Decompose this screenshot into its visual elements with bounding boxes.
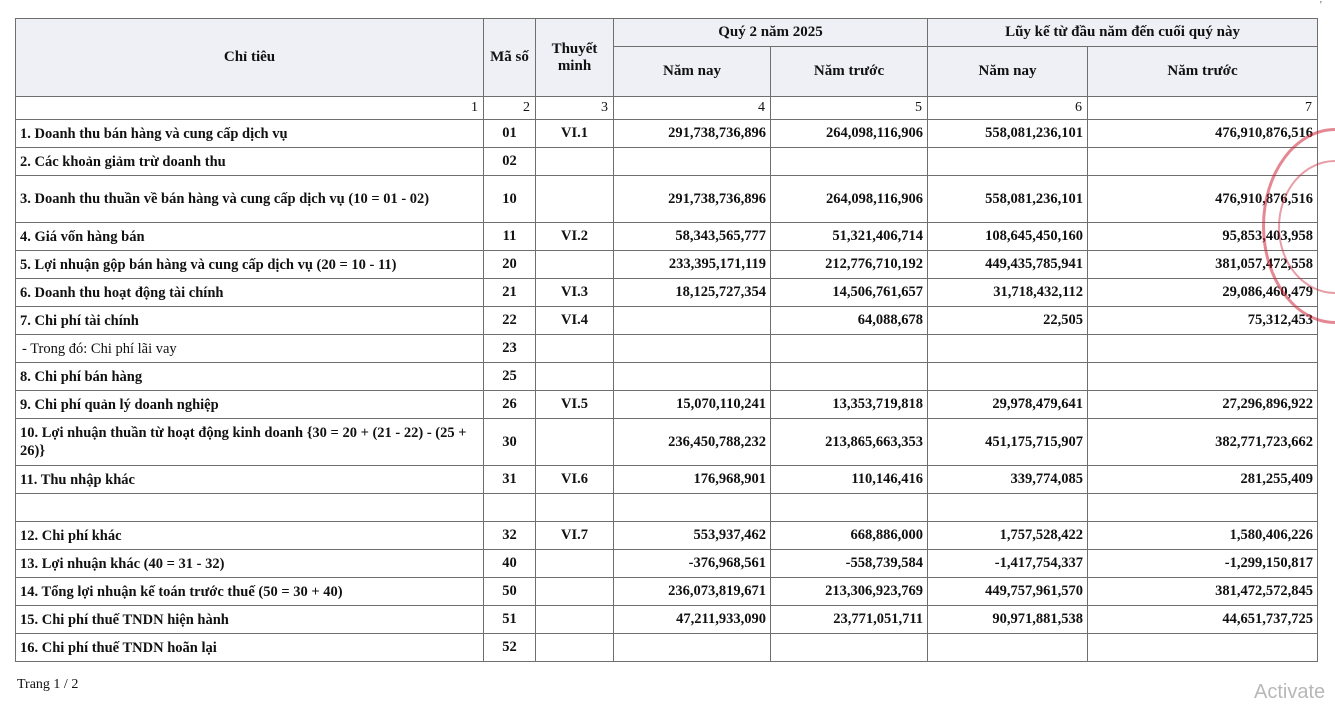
row-ytd-prior-value: 476,910,876,516 xyxy=(1088,176,1318,223)
row-q-prior-value: 14,506,761,657 xyxy=(771,279,928,307)
row-code: 32 xyxy=(484,522,536,550)
column-number: 5 xyxy=(771,97,928,120)
row-q-prior-value xyxy=(771,494,928,522)
row-q-current-value: 47,211,933,090 xyxy=(614,606,771,634)
row-label: 9. Chi phí quản lý doanh nghiệp xyxy=(16,391,484,419)
header-ytd-prior-year: Năm trước xyxy=(1088,47,1318,97)
row-q-prior-value: 264,098,116,906 xyxy=(771,120,928,148)
row-ytd-prior-value xyxy=(1088,494,1318,522)
table-row xyxy=(16,522,1318,550)
row-ytd-current-value xyxy=(928,335,1088,363)
row-label: 1. Doanh thu bán hàng và cung cấp dịch vụ xyxy=(16,120,484,148)
column-number-row xyxy=(16,97,1318,120)
row-q-current-value: 15,070,110,241 xyxy=(614,391,771,419)
header-indicator: Chỉ tiêu xyxy=(16,19,484,97)
row-q-prior-value: 212,776,710,192 xyxy=(771,251,928,279)
row-q-prior-value: 64,088,678 xyxy=(771,307,928,335)
row-q-current-value: 18,125,727,354 xyxy=(614,279,771,307)
table-row xyxy=(16,606,1318,634)
row-q-prior-value: 213,865,663,353 xyxy=(771,419,928,466)
row-code: 11 xyxy=(484,223,536,251)
row-ytd-prior-value: 281,255,409 xyxy=(1088,466,1318,494)
table-row xyxy=(16,148,1318,176)
row-code: 26 xyxy=(484,391,536,419)
header-code: Mã số xyxy=(484,19,536,97)
row-ytd-prior-value: 75,312,453 xyxy=(1088,307,1318,335)
row-q-current-value: 553,937,462 xyxy=(614,522,771,550)
row-ytd-prior-value: 381,472,572,845 xyxy=(1088,578,1318,606)
column-number: 2 xyxy=(484,97,536,120)
row-code: 31 xyxy=(484,466,536,494)
row-ytd-prior-value xyxy=(1088,148,1318,176)
table-row xyxy=(16,120,1318,148)
header-q-current-year: Năm nay xyxy=(614,47,771,97)
row-ytd-prior-value xyxy=(1088,634,1318,662)
row-label: 10. Lợi nhuận thuần từ hoạt động kinh doanh {30 = 20 + (21 - 22) - (25 + 26)} xyxy=(16,419,484,466)
header-ytd-current-year: Năm nay xyxy=(928,47,1088,97)
row-note: VI.1 xyxy=(536,120,614,148)
row-ytd-prior-value: 95,853,403,958 xyxy=(1088,223,1318,251)
row-note: VI.6 xyxy=(536,466,614,494)
row-code: 50 xyxy=(484,578,536,606)
row-q-current-value: 58,343,565,777 xyxy=(614,223,771,251)
row-q-prior-value: -558,739,584 xyxy=(771,550,928,578)
row-note xyxy=(536,363,614,391)
row-q-prior-value xyxy=(771,634,928,662)
row-note xyxy=(536,251,614,279)
row-code: 21 xyxy=(484,279,536,307)
row-q-prior-value xyxy=(771,363,928,391)
row-q-prior-value: 13,353,719,818 xyxy=(771,391,928,419)
table-row xyxy=(16,419,1318,466)
table-row xyxy=(16,391,1318,419)
row-ytd-current-value: 451,175,715,907 xyxy=(928,419,1088,466)
row-ytd-prior-value: 27,296,896,922 xyxy=(1088,391,1318,419)
page-number: Trang 1 / 2 xyxy=(17,677,79,692)
row-label: 7. Chi phí tài chính xyxy=(16,307,484,335)
row-q-prior-value: 23,771,051,711 xyxy=(771,606,928,634)
row-ytd-current-value: 1,757,528,422 xyxy=(928,522,1088,550)
table-row xyxy=(16,466,1318,494)
row-q-current-value xyxy=(614,335,771,363)
row-label: - Trong đó: Chi phí lãi vay xyxy=(16,335,484,363)
income-statement-table xyxy=(15,18,1318,662)
row-label: 5. Lợi nhuận gộp bán hàng và cung cấp dịch vụ (20 = 10 - 11) xyxy=(16,251,484,279)
row-note: VI.2 xyxy=(536,223,614,251)
row-code: 40 xyxy=(484,550,536,578)
table-row xyxy=(16,176,1318,223)
row-ytd-prior-value: 476,910,876,516 xyxy=(1088,120,1318,148)
column-number: 6 xyxy=(928,97,1088,120)
activation-watermark: Activate xyxy=(1254,681,1326,703)
row-q-current-value: 236,073,819,671 xyxy=(614,578,771,606)
row-label: 14. Tổng lợi nhuận kế toán trước thuế (50 = 30 + 40) xyxy=(16,578,484,606)
table-row xyxy=(16,634,1318,662)
row-label: 4. Giá vốn hàng bán xyxy=(16,223,484,251)
row-label: 13. Lợi nhuận khác (40 = 31 - 32) xyxy=(16,550,484,578)
row-label: 2. Các khoản giảm trừ doanh thu xyxy=(16,148,484,176)
row-note: VI.3 xyxy=(536,279,614,307)
column-number: 7 xyxy=(1088,97,1318,120)
column-number: 1 xyxy=(16,97,484,120)
row-label: 15. Chi phí thuế TNDN hiện hành xyxy=(16,606,484,634)
header-note: Thuyết minh xyxy=(536,19,614,97)
table-row xyxy=(16,363,1318,391)
row-code: 20 xyxy=(484,251,536,279)
row-ytd-prior-value: -1,299,150,817 xyxy=(1088,550,1318,578)
row-code: 22 xyxy=(484,307,536,335)
row-q-current-value xyxy=(614,148,771,176)
report-body xyxy=(16,120,1318,662)
header-q-prior-year: Năm trước xyxy=(771,47,928,97)
row-note: VI.4 xyxy=(536,307,614,335)
row-note xyxy=(536,634,614,662)
row-note: VI.5 xyxy=(536,391,614,419)
row-q-prior-value xyxy=(771,148,928,176)
row-label: 16. Chi phí thuế TNDN hoãn lại xyxy=(16,634,484,662)
row-code: 52 xyxy=(484,634,536,662)
row-q-current-value: -376,968,561 xyxy=(614,550,771,578)
row-ytd-prior-value: 29,086,460,479 xyxy=(1088,279,1318,307)
table-row xyxy=(16,550,1318,578)
row-ytd-prior-value: 381,057,472,558 xyxy=(1088,251,1318,279)
row-ytd-prior-value: 382,771,723,662 xyxy=(1088,419,1318,466)
column-number: 4 xyxy=(614,97,771,120)
row-q-prior-value: 51,321,406,714 xyxy=(771,223,928,251)
row-note xyxy=(536,148,614,176)
row-note xyxy=(536,494,614,522)
row-code: 51 xyxy=(484,606,536,634)
row-ytd-prior-value: 1,580,406,226 xyxy=(1088,522,1318,550)
row-note xyxy=(536,419,614,466)
table-row xyxy=(16,335,1318,363)
row-q-current-value: 291,738,736,896 xyxy=(614,120,771,148)
row-q-prior-value: 213,306,923,769 xyxy=(771,578,928,606)
row-ytd-current-value: 108,645,450,160 xyxy=(928,223,1088,251)
header-ytd-group: Lũy kế từ đầu năm đến cuối quý này xyxy=(928,19,1318,47)
row-ytd-current-value: -1,417,754,337 xyxy=(928,550,1088,578)
row-note xyxy=(536,550,614,578)
row-q-prior-value: 110,146,416 xyxy=(771,466,928,494)
row-label xyxy=(16,494,484,522)
row-ytd-current-value: 449,757,961,570 xyxy=(928,578,1088,606)
row-q-current-value xyxy=(614,307,771,335)
row-label: 12. Chi phí khác xyxy=(16,522,484,550)
header-quarter-group: Quý 2 năm 2025 xyxy=(614,19,928,47)
row-ytd-current-value: 90,971,881,538 xyxy=(928,606,1088,634)
row-code: 10 xyxy=(484,176,536,223)
row-code: 02 xyxy=(484,148,536,176)
row-ytd-current-value: 558,081,236,101 xyxy=(928,120,1088,148)
row-code: 30 xyxy=(484,419,536,466)
row-note xyxy=(536,335,614,363)
row-ytd-current-value: 29,978,479,641 xyxy=(928,391,1088,419)
row-note xyxy=(536,176,614,223)
table-row xyxy=(16,251,1318,279)
row-ytd-current-value xyxy=(928,634,1088,662)
row-q-current-value xyxy=(614,494,771,522)
row-note xyxy=(536,578,614,606)
row-ytd-current-value xyxy=(928,148,1088,176)
table-row xyxy=(16,578,1318,606)
row-q-current-value xyxy=(614,634,771,662)
row-code: 25 xyxy=(484,363,536,391)
row-label: 3. Doanh thu thuần về bán hàng và cung cấp dịch vụ (10 = 01 - 02) xyxy=(16,176,484,223)
row-q-current-value: 176,968,901 xyxy=(614,466,771,494)
row-ytd-current-value: 558,081,236,101 xyxy=(928,176,1088,223)
row-q-current-value: 236,450,788,232 xyxy=(614,419,771,466)
row-ytd-current-value: 22,505 xyxy=(928,307,1088,335)
row-note: VI.7 xyxy=(536,522,614,550)
row-ytd-prior-value xyxy=(1088,335,1318,363)
row-code xyxy=(484,494,536,522)
row-q-prior-value: 668,886,000 xyxy=(771,522,928,550)
row-q-current-value xyxy=(614,363,771,391)
row-q-current-value: 233,395,171,119 xyxy=(614,251,771,279)
row-label: 6. Doanh thu hoạt động tài chính xyxy=(16,279,484,307)
table-row xyxy=(16,494,1318,522)
row-label: 8. Chi phí bán hàng xyxy=(16,363,484,391)
table-row xyxy=(16,307,1318,335)
table-row xyxy=(16,223,1318,251)
row-note xyxy=(536,606,614,634)
row-ytd-current-value: 449,435,785,941 xyxy=(928,251,1088,279)
row-ytd-current-value xyxy=(928,494,1088,522)
row-code: 01 xyxy=(484,120,536,148)
column-number: 3 xyxy=(536,97,614,120)
row-q-prior-value xyxy=(771,335,928,363)
row-code: 23 xyxy=(484,335,536,363)
row-q-prior-value: 264,098,116,906 xyxy=(771,176,928,223)
corner-mark: ' xyxy=(1320,0,1322,11)
row-ytd-prior-value: 44,651,737,725 xyxy=(1088,606,1318,634)
row-q-current-value: 291,738,736,896 xyxy=(614,176,771,223)
row-ytd-prior-value xyxy=(1088,363,1318,391)
row-ytd-current-value: 31,718,432,112 xyxy=(928,279,1088,307)
row-ytd-current-value xyxy=(928,363,1088,391)
table-row xyxy=(16,279,1318,307)
row-label: 11. Thu nhập khác xyxy=(16,466,484,494)
row-ytd-current-value: 339,774,085 xyxy=(928,466,1088,494)
